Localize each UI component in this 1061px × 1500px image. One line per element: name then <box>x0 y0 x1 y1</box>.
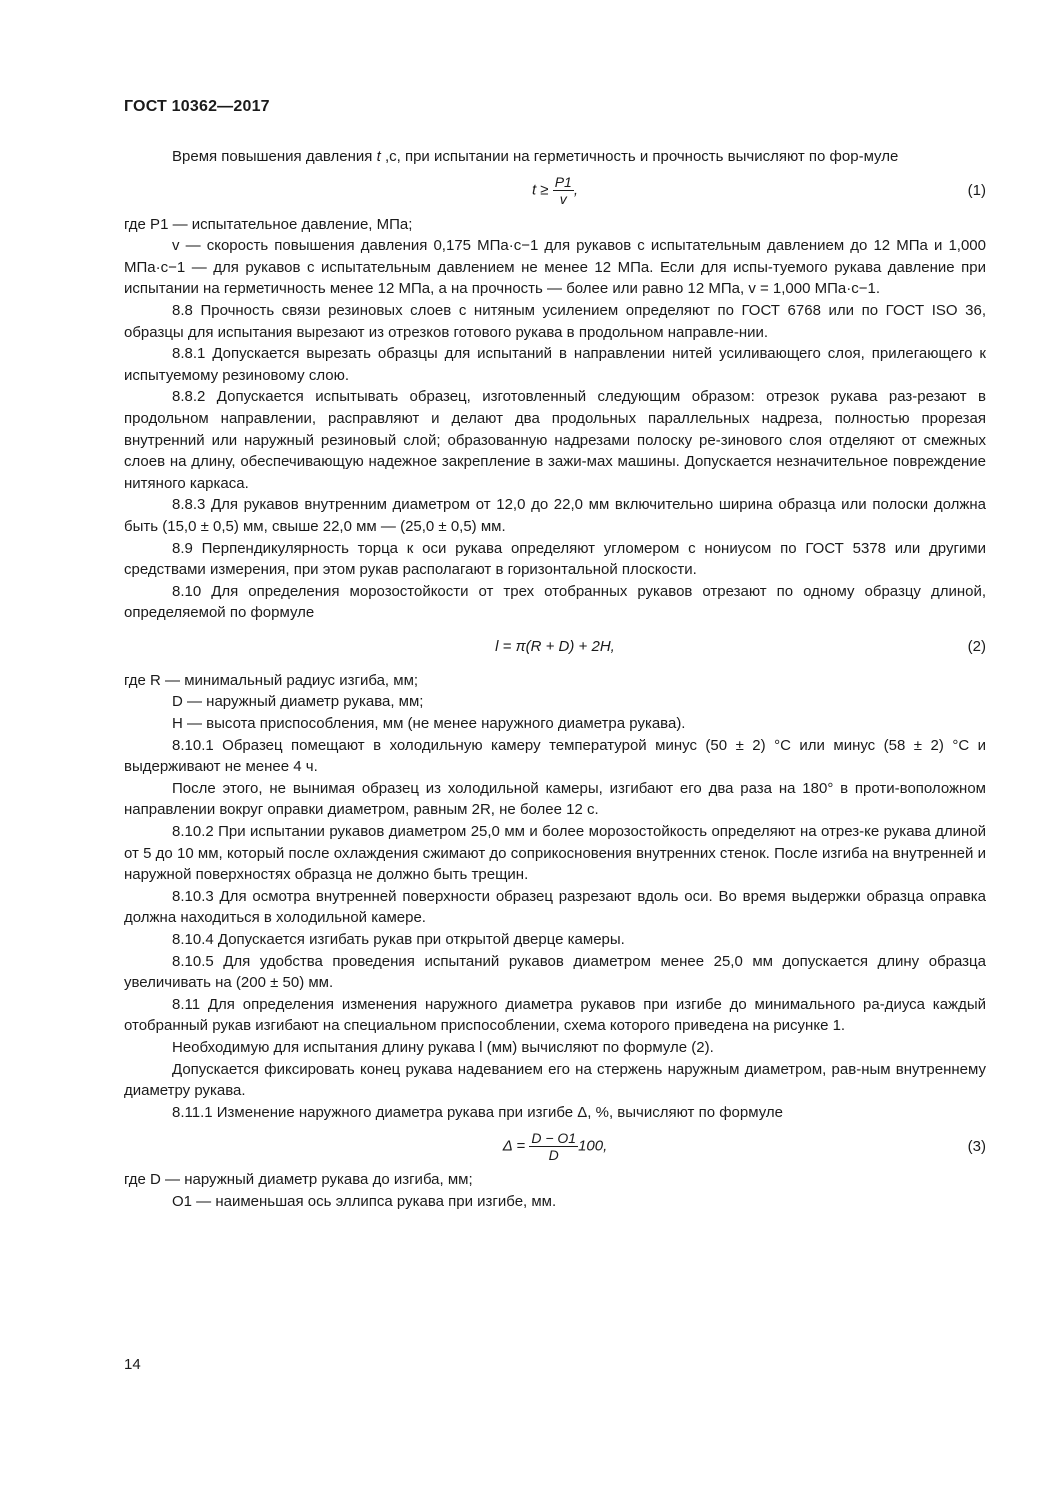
equation-3-label: (3) <box>967 1137 986 1155</box>
equation-1-denominator: v <box>559 191 567 208</box>
paragraph-fix: Допускается фиксировать конец рукава надеванием его на стержень наружным диаметром, рав-ным внутреннему диаметру рукава. <box>124 1060 986 1100</box>
section-8-11-1: 8.11.1 Изменение наружного диаметра рукава при изгибе Δ, %, вычисляют по формуле <box>172 1103 783 1121</box>
equation-1-fraction <box>553 174 574 207</box>
equation-1-body <box>124 174 986 207</box>
page-number: 14 <box>124 1356 141 1373</box>
section-8-10-3: 8.10.3 Для осмотра внутренней поверхности образец разрезают вдоль оси. Во время выдержки образца оправка должна находиться в холодильной камере. <box>124 887 986 927</box>
equation-3 <box>124 1123 986 1169</box>
paragraph-after-cooling: После этого, не вынимая образец из холодильной камеры, изгибают его два раза на 180° в проти-воположном направлении вокруг оправки диаметром, равным 2R, не более 12 с. <box>124 779 986 819</box>
section-8-8: 8.8 Прочность связи резиновых слоев с нитяным усилением определяют по ГОСТ 6768 или по ГОСТ ISO 36, образцы для испытания вырезают из отрезков готового рукава в продольном направле-нии. <box>124 301 986 341</box>
section-8-8-2: 8.8.2 Допускается испытывать образец, изготовленный следующим образом: отрезок рукава раз-резают в продольном направлении, расправляют и делают два продольных параллельных надреза, полностью прорезая внутренний или наружный резиновый слой; образованную надрезами полоску ре-зинового слоя отделяют от смежных слоев на длину, обеспечивающую надежное закрепление в зажи-мах машины. Допускается незначительное повреждение нитяного каркаса. <box>124 388 986 492</box>
section-8-10-2: 8.10.2 При испытании рукавов диаметром 25,0 мм и более морозостойкость определяют на отрез-ке рукава длиной от 5 до 10 мм, который после охлаждения сжимают до соприкосновения внутренних стенок. После изгиба на внутренней и наружной поверхностях образца не должно быть трещин. <box>124 823 986 884</box>
equation-1-tail: , <box>573 181 579 199</box>
section-8-10-4: 8.10.4 Допускается изгибать рукав при открытой дверце камеры. <box>172 931 625 948</box>
section-8-9: 8.9 Перпендикулярность торца к оси рукава определяют угломером с нониусом по ГОСТ 5378 или другими средствами измерения, при этом рукав располагают в горизонтальной плоскости. <box>124 539 986 579</box>
paragraph-length: Необходимую для испытания длину рукава l (мм) вычисляют по формуле (2). <box>172 1038 714 1056</box>
section-8-11: 8.11 Для определения изменения наружного диаметра рукавов при изгибе до минимального ра-диуса каждый отобранный рукав изгибают на специальном приспособлении, схема которого приведена на рисунке 1. <box>124 995 986 1035</box>
equation-3-numerator: D − O1 <box>531 1129 577 1146</box>
section-8-10-5: 8.10.5 Для удобства проведения испытаний рукавов диаметром менее 25,0 мм допускается длину образца увеличивать на (200 ± 50) мм. <box>124 952 986 992</box>
equation-1-label: (1) <box>967 181 986 199</box>
equation-3-body <box>124 1130 986 1163</box>
definition-h: H — высота приспособления, мм (не менее наружного диаметра рукава). <box>172 715 686 733</box>
equation-3-fraction <box>529 1130 578 1163</box>
definition-d: D — наружный диаметр рукава, мм; <box>172 693 424 711</box>
equation-1-numerator: P1 <box>554 174 572 191</box>
paragraph-time-text-b: ,с, при испытании на герметичность и прочность вычисляют по фор-муле <box>380 148 899 165</box>
paragraph-time <box>124 146 986 168</box>
paragraph-time-text-a: Время повышения давления <box>172 148 377 165</box>
definition-d-before: где D — наружный диаметр рукава до изгиба, мм; <box>124 1171 473 1189</box>
section-8-10-1: 8.10.1 Образец помещают в холодильную камеру температурой минус (50 ± 2) °С или минус (58 ± 2) °С и выдерживают не менее 4 ч. <box>124 736 986 776</box>
equation-3-denominator: D <box>548 1146 559 1163</box>
definition-r: где R — минимальный радиус изгиба, мм; <box>124 671 419 689</box>
equation-3-lhs: Δ = <box>502 1137 526 1155</box>
document-header: ГОСТ 10362—2017 <box>124 98 270 115</box>
definition-p1: где P1 — испытательное давление, МПа; <box>124 215 413 233</box>
definition-o1: O1 — наименьшая ось эллипса рукава при изгибе, мм. <box>172 1192 557 1210</box>
variable-t: t <box>376 148 381 165</box>
equation-2-label: (2) <box>967 638 986 656</box>
equation-2-body: l = π(R + D) + 2H, <box>495 638 615 656</box>
equation-2 <box>124 624 986 670</box>
equation-1 <box>124 168 986 214</box>
equation-3-tail: 100, <box>578 1137 608 1155</box>
section-8-8-1: 8.8.1 Допускается вырезать образцы для испытаний в направлении нитей усиливающего слоя, прилегающего к испытуемому резиновому слою. <box>124 345 986 384</box>
document-body <box>124 146 986 1213</box>
definition-v: v — скорость повышения давления 0,175 МПа·с−1 для рукавов с испытательным давлением до 12 МПа и 1,000 МПа·с−1 — для рукавов с испытательным давлением не менее 12 МПа. Если для испы-туемого рукава давление при испытании на герметичность менее 12 МПа, а на прочность — более или равно 12 МПа, v = 1,000 МПа·с−1. <box>124 237 986 298</box>
section-8-8-3: 8.8.3 Для рукавов внутренним диаметром от 12,0 до 22,0 мм включительно ширина образца или полоски должна быть (15,0 ± 0,5) мм, свыше 22,0 мм — (25,0 ± 0,5) мм. <box>124 496 986 535</box>
section-8-10: 8.10 Для определения морозостойкости от трех отобранных рукавов отрезают по одному образцу длиной, определяемой по формуле <box>124 582 986 622</box>
equation-1-lhs: t ≥ <box>531 181 549 199</box>
